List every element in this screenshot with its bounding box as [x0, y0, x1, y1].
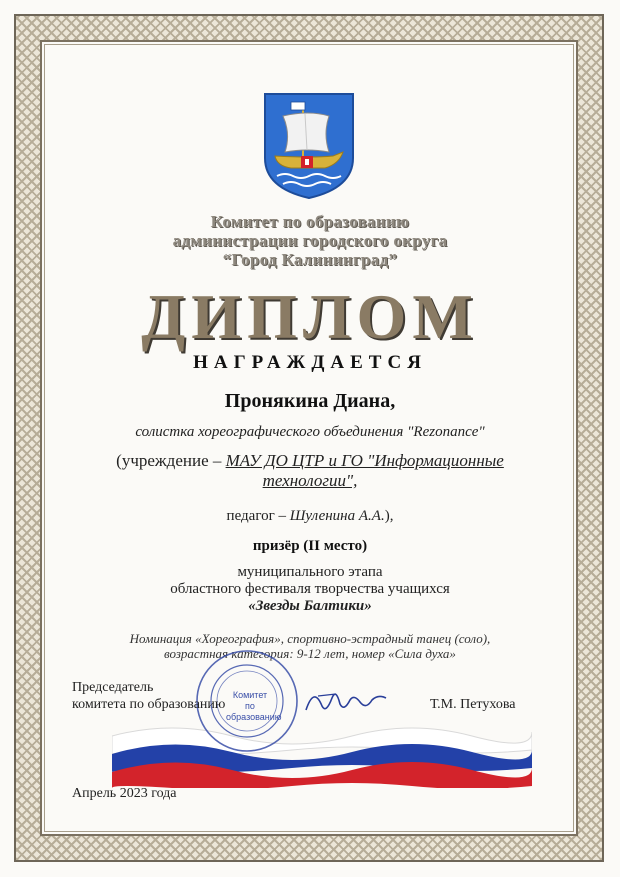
festival-name: «Звезды Балтики» — [248, 598, 372, 614]
coat-of-arms-emblem — [263, 92, 355, 200]
prize-place: призёр (II место) — [252, 538, 368, 554]
institution-prefix: (учреждение – — [116, 451, 226, 470]
stage-block — [0, 564, 620, 615]
signature — [300, 680, 390, 720]
nomination-block — [0, 631, 620, 661]
stamp-line-2: по — [245, 701, 255, 711]
stamp-inner-text — [226, 690, 282, 723]
teacher-name: Шуленина А.А. — [289, 508, 385, 524]
russian-flag-ribbon — [112, 722, 532, 788]
institution-name-line2: технологии", — [262, 471, 358, 490]
stamp-line-1: Комитет — [232, 690, 268, 700]
chairman-title — [72, 679, 225, 713]
nomination-line-2: возрастная категория: 9-12 лет, номер «Сила духа» — [164, 646, 456, 661]
institution-name-line1: МАУ ДО ЦТР и ГО "Информационные — [225, 451, 504, 470]
recipient-name: Пронякина Диана, — [224, 390, 396, 412]
chairman-name: Т.М. Петухова — [430, 697, 516, 712]
nomination-line-1: Номинация «Хореография», спортивно-эстрадный танец (соло), — [129, 631, 491, 646]
teacher-suffix: ), — [384, 508, 394, 524]
committee-line-1: Комитет по образованию — [210, 212, 410, 231]
stage-line-2: областного фестиваля творчества учащихся — [170, 581, 450, 597]
stamp-line-3: образованию — [226, 712, 282, 722]
teacher-prefix: педагог – — [226, 508, 290, 524]
chairman-line-2: комитета по образованию — [72, 697, 226, 712]
recipient-role: солистка хореографического объединения "Rezonance" — [135, 424, 485, 440]
diploma-title: ДИПЛОМ — [141, 281, 479, 352]
committee-heading — [0, 212, 620, 269]
awarded-heading: НАГРАЖДАЕТСЯ — [193, 352, 427, 373]
committee-line-3: “Город Калининград” — [222, 250, 398, 269]
institution-block — [0, 451, 620, 491]
issue-date: Апрель 2023 года — [72, 786, 177, 801]
teacher-line — [0, 508, 620, 525]
stage-line-1: муниципального этапа — [237, 564, 383, 580]
chairman-line-1: Председатель — [72, 680, 154, 695]
committee-line-2: администрации городского округа — [172, 231, 448, 250]
